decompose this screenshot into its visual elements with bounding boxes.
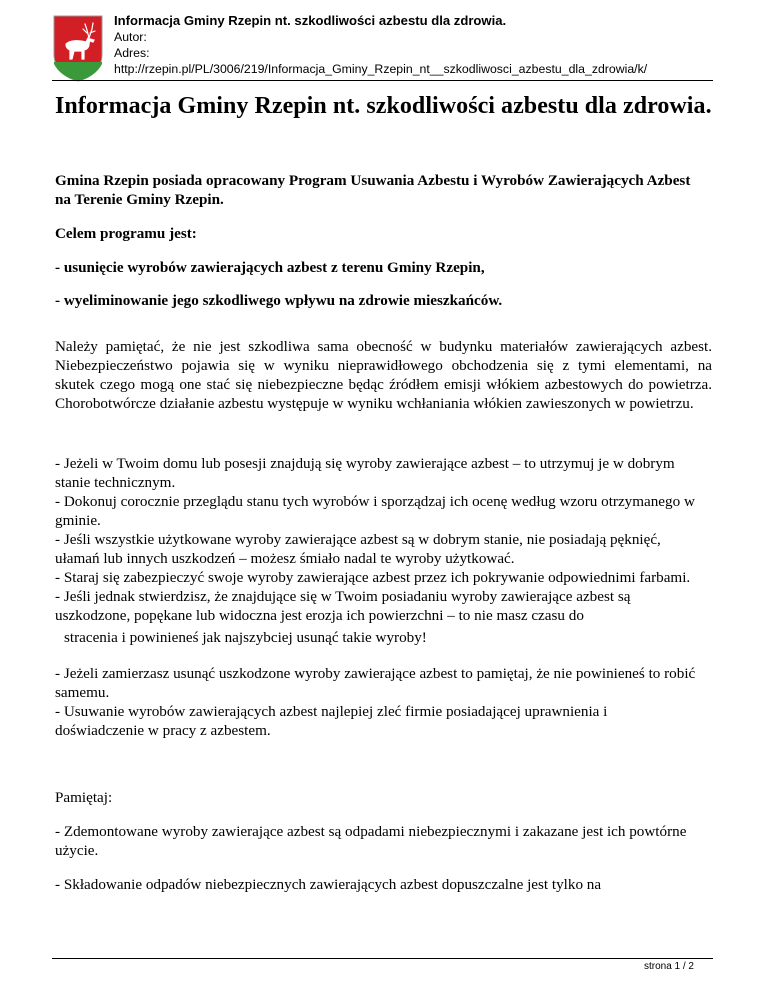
page-number: strona 1 / 2 xyxy=(643,961,694,972)
tip-line: - Jeżeli zamierzasz usunąć uszkodzone wyroby zawierające azbest to pamiętaj, że nie powinieneś to robić xyxy=(55,665,696,682)
goal-item-1: - usunięcie wyrobów zawierających azbest z terenu Gminy Rzepin, xyxy=(55,259,485,276)
goal-item-2: - wyeliminowanie jego szkodliwego wpływu na zdrowie mieszkańców. xyxy=(55,292,503,309)
tip-line: - Jeżeli w Twoim domu lub posesji znajdują się wyroby zawierające azbest – to utrzymuj je w dobrym xyxy=(55,455,675,472)
intro-paragraph xyxy=(55,171,715,209)
tip-line: ułamań lub innych uszkodzeń – możesz śmiało nadal te wyroby użytkować. xyxy=(55,550,515,567)
deer-coat-of-arms-icon xyxy=(52,14,104,82)
tip-line: samemu. xyxy=(55,684,110,701)
note-line: użycie. xyxy=(55,842,99,859)
intro-line: Gmina Rzepin posiada opracowany Program Usuwania Azbestu i Wyrobów Zawierających Azbest xyxy=(55,172,691,189)
removal-tips xyxy=(55,664,715,740)
dismantled-waste-note xyxy=(55,822,715,860)
note-line: - Zdemontowane wyroby zawierające azbest są odpadami niebezpiecznymi i zakazane jest ich powtórne xyxy=(55,823,687,840)
header-url-link[interactable]: http://rzepin.pl/PL/3006/219/Informacja_Gminy_Rzepin_nt__szkodliwosci_azbestu_dla_zdrowia/k/ xyxy=(114,62,648,76)
tip-line: - Jeśli jednak stwierdzisz, że znajdujące się w Twoim posiadaniu wyroby zawierające azbest są xyxy=(55,588,631,605)
header-author-label: Autor: xyxy=(114,30,147,44)
paragraph-line: Niebezpieczeństwo pojawia się w wyniku nieprawidłowego obchodzenia się z tymi elementami, na xyxy=(55,357,712,374)
asbestos-risk-paragraph xyxy=(55,337,712,413)
tip-line: doświadczenie w pracy z azbestem. xyxy=(55,722,271,739)
tip-line: - Staraj się zabezpieczyć swoje wyroby zawierające azbest przez ich pokrywanie odpowiednimi farbami. xyxy=(55,569,691,586)
article-heading: Informacja Gminy Rzepin nt. szkodliwości azbestu dla zdrowia. xyxy=(55,93,712,119)
header-address-label: Adres: xyxy=(114,46,150,60)
tip-line: - Dokonuj corocznie przeglądu stanu tych wyrobów i sporządzaj ich ocenę według wzoru otrzymanego w xyxy=(55,493,695,510)
paragraph-line: Należy pamiętać, że nie jest szkodliwa sama obecność w budynku materiałów zawierających azbest. xyxy=(55,338,712,355)
paragraph-line: skutek czego mogą one stać się niebezpieczne będąc źródłem emisji włókiem azbestowych do powietrza. xyxy=(55,376,712,393)
stracenia-line: stracenia i powinieneś jak najszybciej usunąć takie wyroby! xyxy=(64,629,427,646)
tip-line: - Jeśli wszystkie użytkowane wyroby zawierające azbest są w dobrym stanie, nie posiadają pęknięć, xyxy=(55,531,661,548)
remember-label: Pamiętaj: xyxy=(55,789,113,806)
tip-line: uszkodzone, popękane lub widoczna jest erozja ich powierzchni – to nie masz czasu do xyxy=(55,607,584,624)
header-divider xyxy=(52,80,713,81)
paragraph-line: Chorobotwórcze działanie azbestu występuje w wyniku wchłaniania włókien zawieszonych w powietrzu. xyxy=(55,395,694,412)
intro-line: na Terenie Gminy Rzepin. xyxy=(55,191,224,208)
footer-divider xyxy=(52,958,713,959)
storage-note: - Składowanie odpadów niebezpiecznych zawierających azbest dopuszczalne jest tylko na xyxy=(55,876,602,893)
tips-list xyxy=(55,454,715,625)
tip-line: stanie technicznym. xyxy=(55,474,176,491)
document-header xyxy=(52,10,712,82)
tip-line: gminie. xyxy=(55,512,101,529)
article-content xyxy=(55,86,715,893)
header-title: Informacja Gminy Rzepin nt. szkodliwości azbestu dla zdrowia. xyxy=(114,13,507,28)
tip-line: - Usuwanie wyrobów zawierających azbest najlepiej zleć firmie posiadającej uprawnienia i xyxy=(55,703,608,720)
goal-label: Celem programu jest: xyxy=(55,225,197,242)
